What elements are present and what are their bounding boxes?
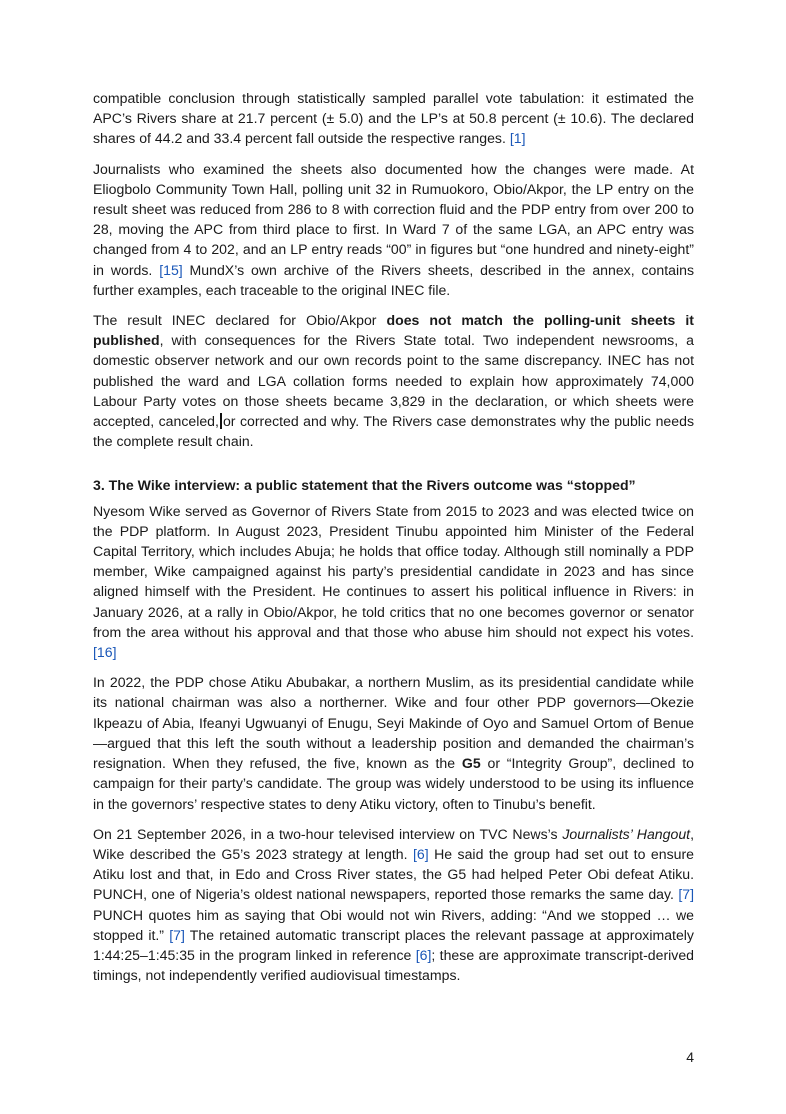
paragraph-text: , Wike described the G5’s 2023 strategy at length. (93, 825, 695, 862)
paragraph-text: or corrected and why. The Rivers case demonstrates why the public needs the complete result chain. (93, 413, 694, 450)
document-body (93, 88, 694, 995)
paragraph-pvt-conclusion (93, 88, 694, 149)
paragraph-text: Journalists who examined the sheets also documented how the changes were made. At Eliogbolo Community Town Hall, polling unit 32 in Rumuokoro, Obio/Akpor, the LP entry on the result sheet was reduced from 286 to 8 with correction fluid and the PDP entry from over 200 to 28, moving the APC from third place to first. In Ward 7 of the same LGA, an APC entry was changed from 4 to 202, and an LP entry reads “00” in figures but “one hundred and ninety-eight” in words. (93, 160, 694, 278)
reference-link-16[interactable]: [16] (93, 644, 117, 661)
paragraph-text: The retained automatic transcript places the relevant passage at approximately 1:44:25–1:45:35 in the program linked in reference (93, 926, 694, 963)
section-heading: 3. The Wike interview: a public statement that the Rivers outcome was “stopped” (93, 477, 636, 494)
reference-link-1[interactable]: [1] (509, 130, 526, 147)
reference-link-6[interactable]: [6] (415, 946, 432, 963)
paragraph-text: , with consequences for the Rivers State total. Two independent newsrooms, a domestic observer network and our own records point to the same discrepancy. INEC has not published the ward and LGA collation forms needed to explain how approximately 74,000 Labour Party votes on those sheets became 3,829 in the declaration, or which sheets were accepted, canceled, (93, 332, 694, 430)
paragraph-text: PUNCH quotes him as saying that Obi would not win Rivers, adding: “And we stopped … we stopped it.” (93, 906, 694, 943)
paragraph-tvc-interview (93, 824, 694, 986)
paragraph-wike-background (93, 501, 694, 663)
reference-link-15[interactable]: [15] (159, 261, 183, 278)
paragraph-text: Nyesom Wike served as Governor of Rivers State from 2015 to 2023 and was elected twice on the PDP platform. In August 2023, President Tinubu appointed him Minister of the Federal Capital Territory, which includes Abuja; he holds that office today. Although still nominally a PDP member, Wike campaigned against his party’s presidential candidate in 2023 and has since aligned himself with the President. He continues to assert his political influence in Rivers: in January 2026, at a rally in Obio/Akpor, he told critics that no one becomes governor or senator from the area without his approval and that those who abuse him should not expect his votes. (93, 502, 694, 640)
bold-emphasis: does not match the polling-unit sheets it published (93, 312, 694, 349)
paragraph-text: He said the group had set out to ensure Atiku lost and that, in Edo and Cross River states, the G5 had helped Peter Obi defeat Atiku. PUNCH, one of Nigeria’s oldest national newspapers, reported those remarks the same day. (93, 845, 694, 903)
page-number: 4 (686, 1049, 694, 1065)
program-title: Journalists’ Hangout (562, 825, 691, 842)
paragraph-text: On 21 September 2026, in a two-hour televised interview on TVC News’s (93, 825, 563, 842)
paragraph-text: ; these are approximate transcript-derived timings, not independently verified audiovisual timestamps. (93, 946, 695, 984)
paragraph-journalists-sheets (93, 159, 694, 300)
paragraph-text: MundX’s own archive of the Rivers sheets, described in the annex, contains further examples, each traceable to the original INEC file. (93, 261, 694, 298)
bold-emphasis: G5 (461, 755, 481, 772)
paragraph-text: or “Integrity Group”, declined to campaign for their party’s candidate. The group was widely understood to be using its influence in the governors’ respective states to deny Atiku victory, often to Tinubu’s benefit. (93, 755, 694, 812)
reference-link-7[interactable]: [7] (169, 926, 185, 943)
reference-link-6[interactable]: [6] (412, 845, 429, 862)
reference-link-7[interactable]: [7] (678, 886, 694, 903)
text-cursor (220, 413, 222, 429)
paragraph-inec-result (93, 310, 694, 451)
paragraph-text: In 2022, the PDP chose Atiku Abubakar, a northern Muslim, as its presidential candidate while its national chairman was also a northerner. Wike and four other PDP governors—Okezie Ikpeazu of Abia, Ifeanyi Ugwuanyi of Enugu, Seyi Makinde of Oyo and Samuel Ortom of Benue—argued that this left the south without a leadership position and demanded the chairman’s resignation. When they refused, the five, known as the (93, 674, 694, 772)
paragraph-text: compatible conclusion through statistically sampled parallel vote tabulation: it estimated the APC’s Rivers share at 21.7 percent (± 5.0) and the LP’s at 50.8 percent (± 10.6). The declared shares of 44.2 and 33.4 percent fall outside the respective ranges. (93, 90, 694, 147)
paragraph-g5-group (93, 672, 694, 813)
paragraph-text: The result INEC declared for Obio/Akpor (93, 312, 387, 329)
